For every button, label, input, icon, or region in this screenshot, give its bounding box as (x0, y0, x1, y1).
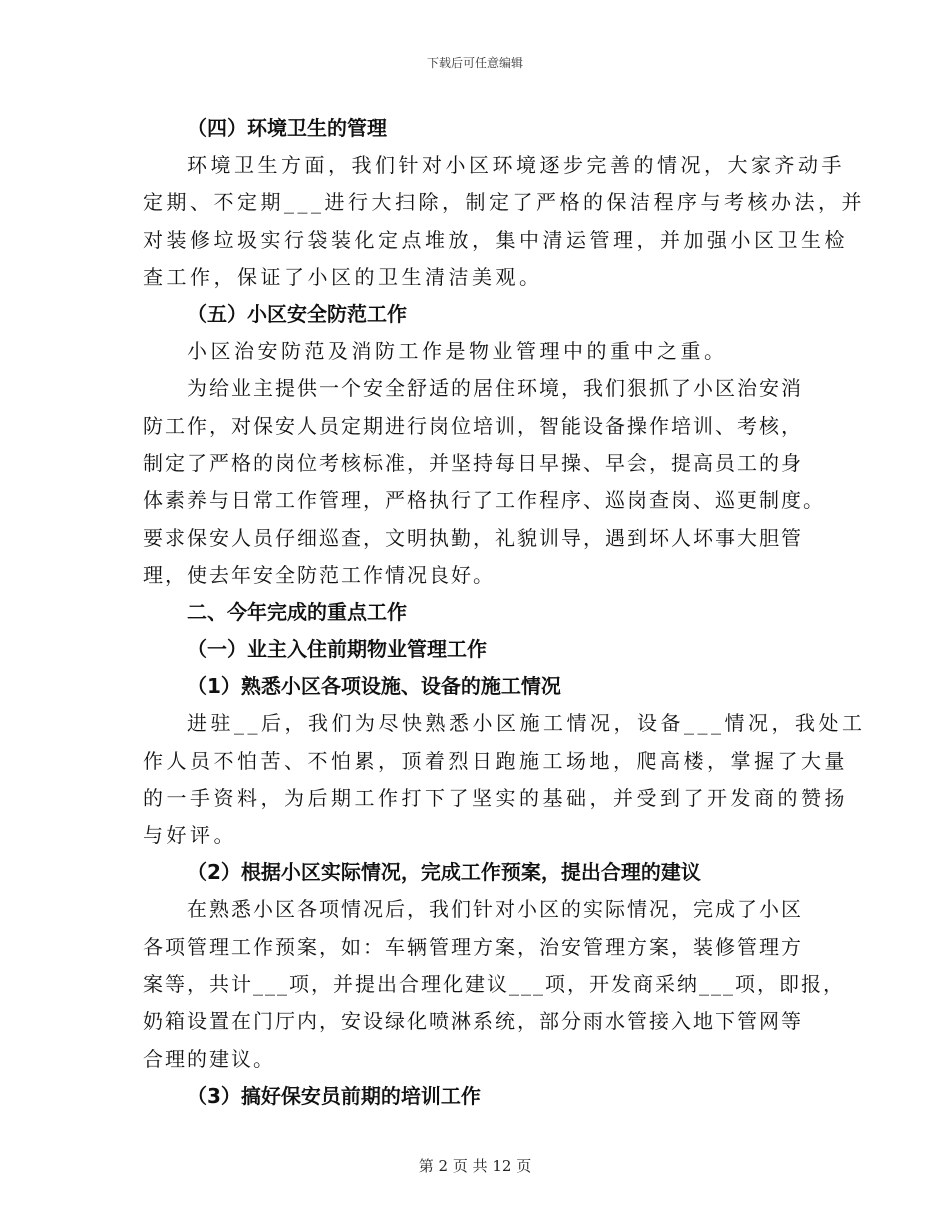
paragraph-facilities (143, 705, 866, 854)
section-title-environment: （四）环境卫生的管理 (187, 116, 387, 140)
item-title-work-plan: （2）根据小区实际情况，完成工作预案，提出合理的建议 (187, 860, 701, 885)
text-line: 各项管理工作预案，如：车辆管理方案，治安管理方案，装修管理方 (143, 934, 803, 959)
paragraph-security-intro (143, 333, 813, 370)
item-title-facilities: （1）熟悉小区各项设施、设备的施工情况 (187, 674, 561, 699)
text-line: 小区治安防范及消防工作是物业管理中的重中之重。 (187, 339, 728, 364)
text-line: 体素养与日常工作管理，严格执行了工作程序、巡岗查岗、巡更制度。 (143, 488, 825, 513)
part-title-key-work: 二、今年完成的重点工作 (187, 600, 407, 625)
item-title-guard-training: （3）搞好保安员前期的培训工作 (187, 1083, 481, 1108)
text-line: 为给业主提供一个安全舒适的居住环境，我们狠抓了小区治安消 (187, 376, 803, 401)
paragraph-security (143, 370, 825, 594)
text-line: 对装修垃圾实行袋装化定点堆放，集中清运管理，并加强小区卫生检 (143, 227, 848, 252)
text-line: 进驻__后，我们为尽快熟悉小区施工情况，设备___情况，我处工 (187, 711, 866, 736)
text-line: 奶箱设置在门厅内，安设绿化喷淋系统，部分雨水管接入地下管网等 (143, 1009, 803, 1034)
text-line: 定期、不定期___进行大扫除，制定了严格的保洁程序与考核办法，并 (143, 190, 865, 215)
text-line: 环境卫生方面，我们针对小区环境逐步完善的情况，大家齐动手 (187, 153, 845, 177)
paragraph-work-plan (143, 891, 845, 1077)
page-header: 下载后可任意编辑 (426, 56, 523, 70)
text-line: 作人员不怕苦、不怕累，顶着烈日跑施工场地，爬高楼，掌握了大量 (143, 748, 848, 773)
text-line: 要求保安人员仔细巡查，文明执勤，礼貌训导，遇到坏人坏事大胆管 (143, 525, 803, 550)
text-line: 理，使去年安全防范工作情况良好。 (143, 562, 495, 587)
subsection-title-preoccupancy: （一）业主入住前期物业管理工作 (187, 637, 487, 662)
text-line: 查工作，保证了小区的卫生清洁美观。 (143, 264, 543, 289)
text-line: 制定了严格的岗位考核标准，并坚持每日早操、早会，提高员工的身 (143, 451, 803, 476)
section-title-security: （五）小区安全防范工作 (187, 302, 407, 327)
page-footer: 第 2 页 共 12 页 (418, 1157, 532, 1175)
text-line: 防工作，对保安人员定期进行岗位培训，智能设备操作培训、考核， (143, 413, 803, 438)
text-line: 与好评。 (143, 823, 237, 848)
paragraph-environment (143, 147, 865, 296)
text-line: 合理的建议。 (143, 1046, 275, 1071)
text-line: 案等，共计___项，并提出合理化建议___项，开发商采纳___项，即报， (143, 972, 845, 997)
text-line: 的一手资料，为后期工作打下了坚实的基础，并受到了开发商的赞扬 (143, 785, 848, 810)
text-line: 在熟悉小区各项情况后，我们针对小区的实际情况，完成了小区 (187, 897, 803, 922)
document-body (143, 110, 866, 1115)
